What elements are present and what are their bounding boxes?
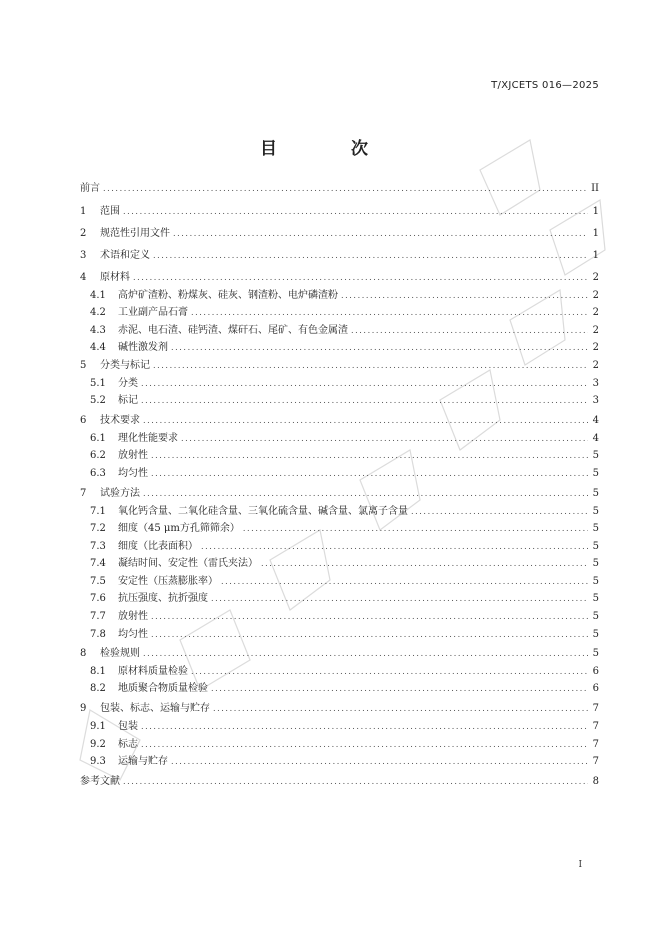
toc-entry-label: 包装、标志、运输与贮存 <box>100 703 210 714</box>
toc-leader-dots <box>171 754 588 770</box>
toc-entry-page: 5 <box>592 468 599 479</box>
toc-entry-number: 4.1 <box>90 290 106 301</box>
toc-entry-number: 7.8 <box>90 629 106 640</box>
toc-entry-label: 地质聚合物质量检验 <box>118 683 208 694</box>
toc-entry-number: 9.2 <box>90 739 106 750</box>
toc-entry-label: 范围 <box>100 206 120 217</box>
toc-entry-number: 8.1 <box>90 666 106 677</box>
toc-entry-page: 3 <box>592 378 599 389</box>
toc-entry-page: 4 <box>592 415 599 426</box>
toc-leader-dots <box>243 521 588 537</box>
toc-entry-number: 7.2 <box>90 523 106 534</box>
toc-entry-label: 均匀性 <box>118 468 148 479</box>
toc-entry-page: 6 <box>592 683 599 694</box>
toc-entry[interactable] <box>80 719 599 735</box>
toc-entry[interactable] <box>80 323 599 339</box>
toc-leader-dots <box>221 574 588 590</box>
toc-entry-label: 检验规则 <box>100 648 140 659</box>
toc-entry-page: 2 <box>592 307 599 318</box>
toc-entry-number: 7.7 <box>90 611 106 622</box>
toc-entry[interactable] <box>80 226 599 242</box>
toc-entry-page: 5 <box>592 593 599 604</box>
toc-entry-page: 5 <box>592 611 599 622</box>
toc-entry-label: 标记 <box>118 395 138 406</box>
toc-leader-dots <box>151 448 588 464</box>
toc-entry-label: 试验方法 <box>100 488 140 499</box>
toc-entry[interactable] <box>80 376 599 392</box>
toc-entry[interactable] <box>80 448 599 464</box>
toc-entry[interactable] <box>80 539 599 555</box>
toc-entry[interactable] <box>80 431 599 447</box>
toc-entry-page: 5 <box>592 629 599 640</box>
toc-entry-label: 术语和定义 <box>100 250 150 261</box>
toc-leader-dots <box>143 413 588 429</box>
toc-entry-number: 4.3 <box>90 325 106 336</box>
toc-entry-page: 5 <box>592 450 599 461</box>
toc-entry-page: 3 <box>592 395 599 406</box>
toc-entry-page: 2 <box>592 360 599 371</box>
toc-entry-label: 工业副产品石膏 <box>118 307 188 318</box>
toc-entry[interactable] <box>80 486 599 502</box>
toc-leader-dots <box>123 774 588 790</box>
toc-leader-dots <box>151 627 588 643</box>
toc-entry-page: 5 <box>592 576 599 587</box>
toc-entry[interactable] <box>80 664 599 680</box>
toc-entry-number: 5.1 <box>90 378 106 389</box>
toc-entry[interactable] <box>80 774 599 790</box>
toc-leader-dots <box>411 504 588 520</box>
toc-leader-dots <box>171 340 588 356</box>
toc-entry-page: 5 <box>592 488 599 499</box>
toc-entry-number: 8 <box>80 648 87 659</box>
toc-entry-number: 8.2 <box>90 683 106 694</box>
toc-entry-page: 2 <box>592 342 599 353</box>
toc-entry-label: 技术要求 <box>100 415 140 426</box>
toc-leader-dots <box>141 737 588 753</box>
toc-entry-label: 凝结时间、安定性（雷氏夹法） <box>118 558 258 569</box>
toc-leader-dots <box>133 270 588 286</box>
toc-entry[interactable] <box>80 646 599 662</box>
toc-entry[interactable] <box>80 504 599 520</box>
toc-entry-number: 9.1 <box>90 721 106 732</box>
toc-entry-label: 氧化钙含量、二氧化硅含量、三氧化硫含量、碱含量、氯离子含量 <box>118 506 408 517</box>
toc-entry[interactable] <box>80 681 599 697</box>
toc-leader-dots <box>211 681 588 697</box>
toc-entry-page: 4 <box>592 433 599 444</box>
toc-entry-number: 7.5 <box>90 576 106 587</box>
toc-entry-label: 安定性（压蒸膨胀率） <box>118 576 218 587</box>
toc-entry[interactable] <box>80 521 599 537</box>
toc-entry-page: 1 <box>592 206 599 217</box>
toc-entry[interactable] <box>80 358 599 374</box>
toc-entry[interactable] <box>80 466 599 482</box>
toc-leader-dots <box>211 591 588 607</box>
toc-entry-label: 原材料 <box>100 272 130 283</box>
toc-leader-dots <box>341 288 588 304</box>
toc-entry[interactable] <box>80 754 599 770</box>
toc-entry-number: 7 <box>80 488 87 499</box>
toc-entry-page: 7 <box>592 739 599 750</box>
toc-leader-dots <box>191 305 588 321</box>
toc-entry-label: 放射性 <box>118 450 148 461</box>
toc-entry-number: 7.3 <box>90 541 106 552</box>
toc-entry-page: 7 <box>592 703 599 714</box>
toc-entry-label: 标志 <box>118 739 138 750</box>
toc-entry-number: 4 <box>80 272 87 283</box>
toc-entry[interactable] <box>80 737 599 753</box>
toc-entry-label: 包装 <box>118 721 138 732</box>
toc-entry-label: 运输与贮存 <box>118 756 168 767</box>
toc-leader-dots <box>153 248 588 264</box>
toc-leader-dots <box>151 609 588 625</box>
toc-entry-number: 6.3 <box>90 468 106 479</box>
toc-entry-page: 8 <box>592 776 599 787</box>
toc-entry-number: 9 <box>80 703 87 714</box>
toc-entry[interactable] <box>80 556 599 572</box>
toc-leader-dots <box>191 664 588 680</box>
toc-entry-label: 细度（45 μm方孔筛筛余） <box>118 523 240 534</box>
toc-leader-dots <box>173 226 588 242</box>
document-code: T/XJCETS 016—2025 <box>491 80 599 91</box>
toc-entry-number: 6.1 <box>90 433 106 444</box>
toc-entry[interactable] <box>80 270 599 286</box>
toc-entry-number: 4.4 <box>90 342 106 353</box>
page-number: I <box>578 860 582 870</box>
toc-entry-number: 5 <box>80 360 87 371</box>
toc-leader-dots <box>151 466 588 482</box>
toc-entry[interactable] <box>80 204 599 220</box>
toc-entry[interactable] <box>80 413 599 429</box>
toc-leader-dots <box>103 181 588 197</box>
toc-entry[interactable] <box>80 181 599 197</box>
toc-entry-page: 5 <box>592 648 599 659</box>
toc-entry[interactable] <box>80 305 599 321</box>
toc-entry[interactable] <box>80 288 599 304</box>
toc-entry-page: 5 <box>592 541 599 552</box>
page-title: 目 次 <box>260 139 402 159</box>
toc-leader-dots <box>141 376 588 392</box>
toc-entry-page: 7 <box>592 721 599 732</box>
toc-entry-number: 4.2 <box>90 307 106 318</box>
toc-entry[interactable] <box>80 340 599 356</box>
toc-entry[interactable] <box>80 248 599 264</box>
toc-entry-page: 5 <box>592 506 599 517</box>
toc-entry-label: 高炉矿渣粉、粉煤灰、硅灰、钢渣粉、电炉磷渣粉 <box>118 290 338 301</box>
toc-leader-dots <box>213 701 588 717</box>
toc-entry-label: 放射性 <box>118 611 148 622</box>
toc-entry-label: 抗压强度、抗折强度 <box>118 593 208 604</box>
toc-entry-page: 2 <box>592 325 599 336</box>
toc-entry-label: 理化性能要求 <box>118 433 178 444</box>
toc-entry-label: 细度（比表面积） <box>118 541 198 552</box>
toc-entry-number: 1 <box>80 206 87 217</box>
toc-entry-page: 5 <box>592 558 599 569</box>
toc-leader-dots <box>141 719 588 735</box>
toc-entry-page: 1 <box>592 250 599 261</box>
toc-leader-dots <box>181 431 588 447</box>
toc-entry-page: 1 <box>592 228 599 239</box>
toc-entry-number: 5.2 <box>90 395 106 406</box>
toc-entry-label: 规范性引用文件 <box>100 228 170 239</box>
toc-leader-dots <box>351 323 588 339</box>
toc-entry-number: 9.3 <box>90 756 106 767</box>
toc-leader-dots <box>201 539 588 555</box>
toc-leader-dots <box>143 486 588 502</box>
toc-leader-dots <box>261 556 588 572</box>
toc-entry-page: II <box>591 183 599 194</box>
toc-entry-number: 7.4 <box>90 558 106 569</box>
toc-entry-number: 6 <box>80 415 87 426</box>
toc-entry-label: 均匀性 <box>118 629 148 640</box>
toc-entry-page: 7 <box>592 756 599 767</box>
toc-entry-number: 6.2 <box>90 450 106 461</box>
toc-leader-dots <box>141 393 588 409</box>
toc-entry-number: 7.1 <box>90 506 106 517</box>
toc-entry-label: 参考文献 <box>80 776 120 787</box>
toc-entry-label: 碱性激发剂 <box>118 342 168 353</box>
toc-entry-label: 赤泥、电石渣、硅钙渣、煤矸石、尾矿、有色金属渣 <box>118 325 348 336</box>
toc-leader-dots <box>153 358 588 374</box>
toc-entry-page: 5 <box>592 523 599 534</box>
toc-entry-page: 6 <box>592 666 599 677</box>
toc-entry-label: 原材料质量检验 <box>118 666 188 677</box>
toc-entry[interactable] <box>80 701 599 717</box>
toc-entry[interactable] <box>80 591 599 607</box>
toc-entry-number: 2 <box>80 228 87 239</box>
toc-entry[interactable] <box>80 393 599 409</box>
toc-entry-label: 前言 <box>80 183 100 194</box>
toc-leader-dots <box>143 646 588 662</box>
toc-entry-number: 7.6 <box>90 593 106 604</box>
toc-entry[interactable] <box>80 609 599 625</box>
toc-entry-page: 2 <box>592 290 599 301</box>
toc-entry-number: 3 <box>80 250 87 261</box>
toc-entry-label: 分类与标记 <box>100 360 150 371</box>
toc-entry[interactable] <box>80 574 599 590</box>
toc-entry-page: 2 <box>592 272 599 283</box>
toc-leader-dots <box>123 204 588 220</box>
toc-entry-label: 分类 <box>118 378 138 389</box>
toc-entry[interactable] <box>80 627 599 643</box>
